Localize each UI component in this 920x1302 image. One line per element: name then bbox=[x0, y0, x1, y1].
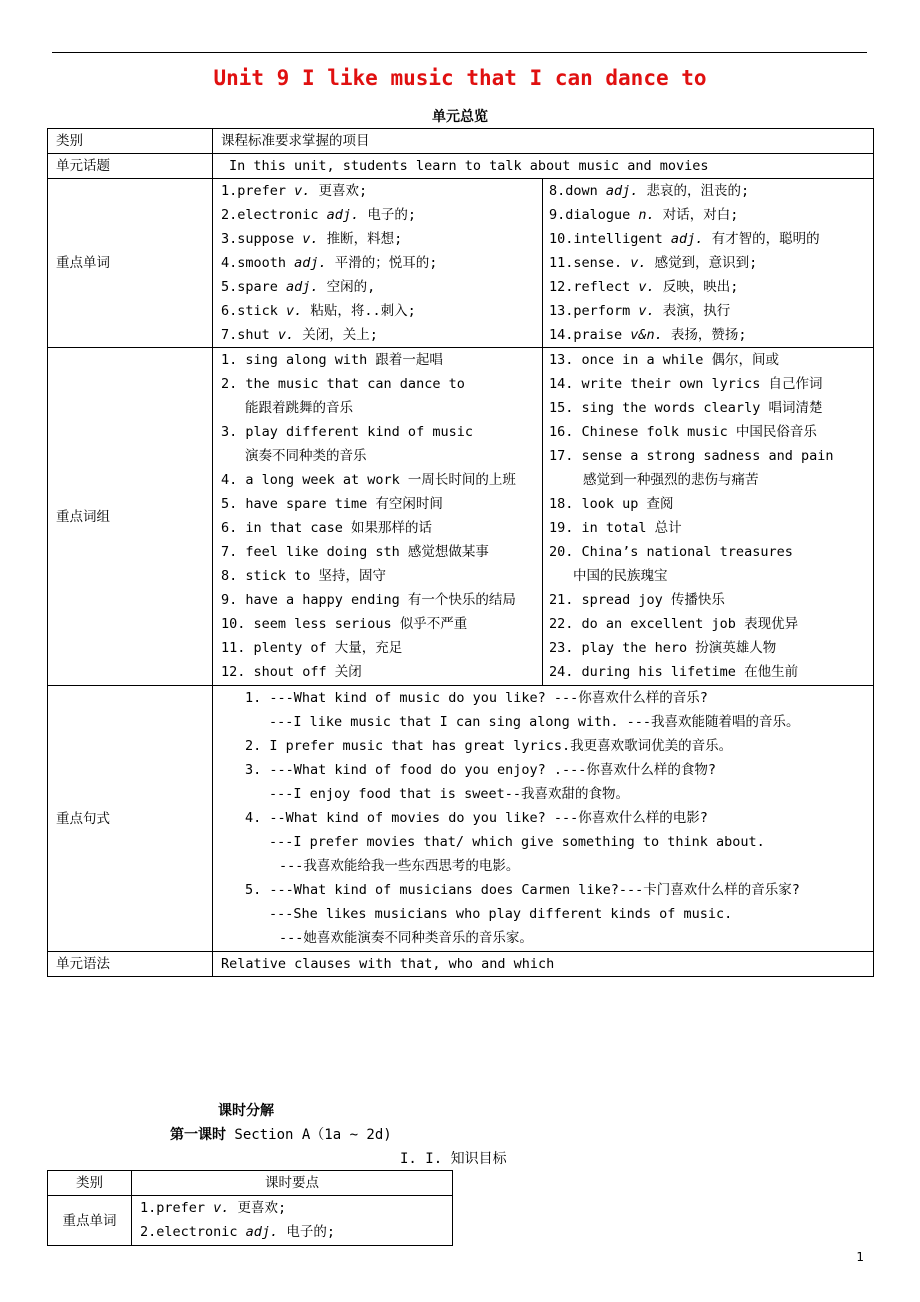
header-content: 课程标准要求掌握的项目 bbox=[213, 129, 874, 154]
phrase-item: 11. plenty of 大量，充足 bbox=[221, 640, 403, 656]
vocab-item bbox=[221, 179, 542, 203]
vocab-word: 1.prefer bbox=[140, 1200, 214, 1216]
phrase-item: 8. stick to 坚持，固守 bbox=[221, 568, 387, 584]
vocab-pos: adj. bbox=[670, 231, 704, 247]
phrase-item: 2. the music that can dance to bbox=[221, 376, 465, 392]
overview-heading: 单元总览 bbox=[432, 109, 488, 125]
vocab-word: 13.perform bbox=[549, 303, 639, 319]
overview-table bbox=[47, 128, 874, 977]
sentence-line: 1. ---What kind of music do you like? ---你喜欢什么样的音乐? bbox=[245, 690, 708, 706]
phrases-left bbox=[213, 348, 543, 686]
words-right bbox=[543, 179, 874, 348]
vocab-meaning: 推断，料想; bbox=[318, 231, 403, 247]
vocab-meaning: 表扬，赞扬; bbox=[662, 327, 747, 343]
sentence-line: ---I like music that I can sing along with. ---我喜欢能随着唱的音乐。 bbox=[269, 714, 800, 730]
lesson-words-label: 重点单词 bbox=[48, 1196, 132, 1246]
vocab-item bbox=[221, 323, 542, 347]
lesson-prefix: 第一课时 bbox=[170, 1127, 226, 1143]
lesson-header-content: 课时要点 bbox=[132, 1171, 453, 1196]
lesson-title bbox=[170, 1124, 392, 1144]
phrase-item: 19. in total 总计 bbox=[549, 520, 682, 536]
vocab-meaning: 反映，映出; bbox=[654, 279, 739, 295]
vocab-item bbox=[221, 275, 542, 299]
vocab-pos: v. bbox=[638, 303, 655, 319]
words-left bbox=[213, 179, 543, 348]
sentence-line: ---我喜欢能给我一些东西思考的电影。 bbox=[279, 858, 520, 874]
vocab-word: 9.dialogue bbox=[549, 207, 639, 223]
lesson-header-category: 类别 bbox=[48, 1171, 132, 1196]
vocab-pos: v&n. bbox=[630, 327, 663, 343]
vocab-item bbox=[549, 203, 873, 227]
phrase-item: 能跟着跳舞的音乐 bbox=[245, 400, 353, 416]
phrase-item: 7. feel like doing sth 感觉想做某事 bbox=[221, 544, 489, 560]
phrase-item: 9. have a happy ending 有一个快乐的结局 bbox=[221, 592, 516, 608]
page-number: 1 bbox=[856, 1250, 864, 1264]
phrase-item: 中国的民族瑰宝 bbox=[573, 568, 668, 584]
vocab-word: 2.electronic bbox=[221, 207, 327, 223]
vocab-meaning: 电子的; bbox=[278, 1224, 335, 1240]
sentences-list bbox=[213, 686, 874, 952]
vocab-word: 12.reflect bbox=[549, 279, 639, 295]
vocab-item bbox=[549, 227, 873, 251]
words-label: 重点单词 bbox=[48, 179, 213, 348]
lesson-breakdown-heading: 课时分解 bbox=[218, 1103, 274, 1119]
vocab-item bbox=[221, 203, 542, 227]
phrase-item: 22. do an excellent job 表现优异 bbox=[549, 616, 799, 632]
phrase-item: 20. China’s national treasures bbox=[549, 544, 793, 560]
vocab-meaning: 悲哀的，沮丧的; bbox=[638, 183, 750, 199]
vocab-meaning: 粘贴，将..刺入; bbox=[302, 303, 416, 319]
vocab-word: 2.electronic bbox=[140, 1224, 246, 1240]
sentence-line: 4. --What kind of movies do you like? ---你喜欢什么样的电影? bbox=[245, 810, 708, 826]
vocab-pos: v. bbox=[286, 303, 303, 319]
vocab-word: 8.down bbox=[549, 183, 606, 199]
vocab-meaning: 空闲的, bbox=[318, 279, 376, 295]
lesson-section: Section A（1a ~ 2d) bbox=[226, 1127, 392, 1143]
vocab-pos: v. bbox=[638, 279, 655, 295]
phrase-item: 12. shout off 关闭 bbox=[221, 664, 362, 680]
vocab-word: 3.suppose bbox=[221, 231, 303, 247]
lesson-table bbox=[47, 1170, 453, 1246]
vocab-meaning: 表演，执行 bbox=[654, 303, 731, 319]
vocab-pos: adj. bbox=[294, 255, 327, 271]
sentences-label: 重点句式 bbox=[48, 686, 213, 952]
phrase-item: 18. look up 查阅 bbox=[549, 496, 674, 512]
phrase-item: 10. seem less serious 似乎不严重 bbox=[221, 616, 468, 632]
vocab-word: 7.shut bbox=[221, 327, 278, 343]
phrase-item: 21. spread joy 传播快乐 bbox=[549, 592, 725, 608]
sentence-line: 2. I prefer music that has great lyrics.我更喜欢歌词优美的音乐。 bbox=[245, 738, 733, 754]
vocab-word: 1.prefer bbox=[221, 183, 295, 199]
vocab-meaning: 平滑的；悦耳的; bbox=[326, 255, 438, 271]
vocab-item bbox=[549, 299, 873, 323]
vocab-word: 10.intelligent bbox=[549, 231, 671, 247]
vocab-word: 14.praise bbox=[549, 327, 631, 343]
sentence-line: 3. ---What kind of food do you enjoy? .---你喜欢什么样的食物? bbox=[245, 762, 716, 778]
sentence-line: 5. ---What kind of musicians does Carmen like?---卡门喜欢什么样的音乐家? bbox=[245, 882, 800, 898]
vocab-item bbox=[221, 299, 542, 323]
phrase-item: 24. during his lifetime 在他生前 bbox=[549, 664, 799, 680]
phrase-item: 4. a long week at work 一周长时间的上班 bbox=[221, 472, 516, 488]
unit-title: Unit 9 I like music that I can dance to bbox=[213, 66, 707, 90]
phrase-item: 感觉到一种强烈的悲伤与痛苦 bbox=[583, 472, 759, 488]
vocab-meaning: 关闭，关上; bbox=[294, 327, 378, 343]
phrase-item: 演奏不同种类的音乐 bbox=[245, 448, 367, 464]
vocab-pos: v. bbox=[277, 327, 295, 343]
grammar-text: Relative clauses with that, who and which bbox=[213, 952, 874, 977]
vocab-item bbox=[549, 275, 873, 299]
vocab-meaning: 更喜欢; bbox=[310, 183, 368, 199]
vocab-pos: adj. bbox=[286, 279, 319, 295]
phrase-item: 17. sense a strong sadness and pain bbox=[549, 448, 834, 464]
sentence-line: ---She likes musicians who play different kinds of music. bbox=[269, 906, 733, 922]
vocab-meaning: 更喜欢; bbox=[229, 1200, 287, 1216]
vocab-pos: adj. bbox=[326, 207, 360, 223]
vocab-item bbox=[549, 323, 873, 347]
vocab-item bbox=[140, 1196, 452, 1220]
vocab-item bbox=[221, 251, 542, 275]
vocab-pos: n. bbox=[638, 207, 655, 223]
phrase-item: 6. in that case 如果那样的话 bbox=[221, 520, 433, 536]
vocab-pos: adj. bbox=[605, 183, 639, 199]
vocab-word: 11.sense. bbox=[549, 255, 631, 271]
lesson-words bbox=[132, 1196, 453, 1246]
vocab-meaning: 有才智的，聪明的 bbox=[703, 231, 820, 247]
vocab-pos: adj. bbox=[245, 1224, 279, 1240]
topic-text: In this unit, students learn to talk about music and movies bbox=[213, 154, 874, 179]
vocab-word: 5.spare bbox=[221, 279, 287, 295]
phrase-item: 3. play different kind of music bbox=[221, 424, 473, 440]
vocab-pos: v. bbox=[630, 255, 647, 271]
vocab-word: 6.stick bbox=[221, 303, 287, 319]
phrase-item: 14. write their own lyrics 自己作词 bbox=[549, 376, 823, 392]
vocab-item bbox=[549, 251, 873, 275]
vocab-item bbox=[549, 179, 873, 203]
vocab-pos: v. bbox=[302, 231, 319, 247]
topic-label: 单元话题 bbox=[48, 154, 213, 179]
vocab-pos: v. bbox=[213, 1200, 230, 1216]
phrase-item: 15. sing the words clearly 唱词清楚 bbox=[549, 400, 823, 416]
vocab-pos: v. bbox=[294, 183, 311, 199]
vocab-meaning: 感觉到，意识到; bbox=[646, 255, 758, 271]
sentence-line: ---I enjoy food that is sweet--我喜欢甜的食物。 bbox=[269, 786, 629, 802]
knowledge-goal: I. I. 知识目标 bbox=[400, 1151, 507, 1167]
vocab-item bbox=[221, 227, 542, 251]
vocab-item bbox=[140, 1220, 452, 1244]
sentence-line: ---I prefer movies that/ which give something to think about. bbox=[269, 834, 765, 850]
phrases-right bbox=[543, 348, 874, 686]
grammar-label: 单元语法 bbox=[48, 952, 213, 977]
sentence-line: ---她喜欢能演奏不同种类音乐的音乐家。 bbox=[279, 930, 533, 946]
phrases-label: 重点词组 bbox=[48, 348, 213, 686]
vocab-meaning: 电子的; bbox=[359, 207, 416, 223]
phrase-item: 1. sing along with 跟着一起唱 bbox=[221, 352, 443, 368]
vocab-meaning: 对话，对白; bbox=[654, 207, 739, 223]
vocab-word: 4.smooth bbox=[221, 255, 295, 271]
header-category: 类别 bbox=[48, 129, 213, 154]
phrase-item: 13. once in a while 偶尔，间或 bbox=[549, 352, 780, 368]
phrase-item: 5. have spare time 有空闲时间 bbox=[221, 496, 443, 512]
phrase-item: 23. play the hero 扮演英雄人物 bbox=[549, 640, 777, 656]
header-rule bbox=[52, 52, 867, 53]
phrase-item: 16. Chinese folk music 中国民俗音乐 bbox=[549, 424, 817, 440]
